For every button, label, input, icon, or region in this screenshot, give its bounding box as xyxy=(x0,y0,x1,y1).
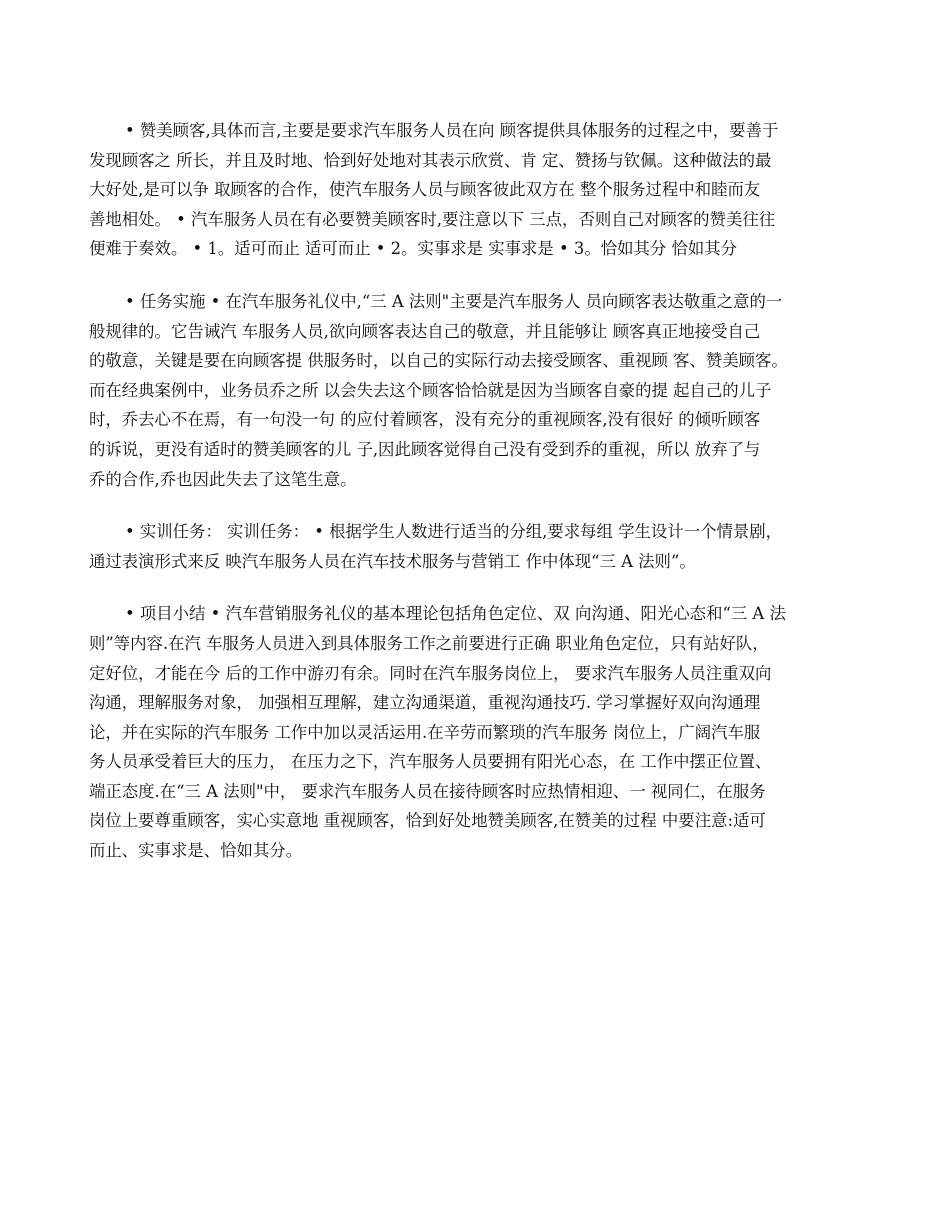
text-line: 端正态度.在“三 A 法则"中， 要求汽车服务人员在接待顾客时应热情相迎、一 视同仁，在服务 xyxy=(89,781,766,801)
text-line: 便难于奏效。 • 1。适可而止 适可而止 • 2。实事求是 实事求是 • 3。恰如其分 恰如其分 xyxy=(89,239,738,259)
text-line: 善地相处。 • 汽车服务人员在有必要赞美顾客时,要注意以下 三点，否则自己对顾客的赞美往往 xyxy=(89,209,776,229)
text-line: 论，并在实际的汽车服务 工作中加以灵活运用.在辛劳而繁琐的汽车服务 岗位上，广阔汽车服 xyxy=(89,722,761,742)
text-line: • 项目小结 • 汽车营销服务礼仪的基本理论包括角色定位、双 向沟通、阳光心态和“三 A 法 xyxy=(125,604,786,624)
paragraph-praise-customers xyxy=(89,116,879,264)
paragraph-training-task xyxy=(89,517,879,576)
text-line: 而在经典案例中，业务员乔之所 以会失去这个顾客恰恰就是因为当顾客自豪的提 起自己的儿子 xyxy=(89,380,772,400)
text-line: • 赞美顾客,具体而言,主要是要求汽车服务人员在向 顾客提供具体服务的过程之中，要善于 xyxy=(125,121,779,140)
text-line: 岗位上要尊重顾客，实心实意地 重视顾客，恰到好处地赞美顾客,在赞美的过程 中要注意:适可 xyxy=(89,811,766,831)
text-line: 沟通，理解服务对象， 加强相互理解，建立沟通渠道，重视沟通技巧. 学习掌握好双向沟通理 xyxy=(89,693,761,713)
text-line: 则”等内容.在汽 车服务人员进入到具体服务工作之前要进行正确 职业角色定位，只有站好队， xyxy=(89,633,769,653)
text-line: 乔的合作,乔也因此失去了这笔生意。 xyxy=(89,469,357,489)
text-line: 的诉说，更没有适时的赞美顾客的儿 子,因此顾客觉得自己没有受到乔的重视，所以 放弃了与 xyxy=(89,439,761,459)
text-line: 定好位，才能在今 后的工作中游刃有余。同时在汽车服务岗位上， 要求汽车服务人员注重双向 xyxy=(89,663,772,683)
paragraph-task-implementation xyxy=(89,287,879,494)
text-line: • 任务实施 • 在汽车服务礼仪中,“三 A 法则"主要是汽车服务人 员向顾客表达敬重之意的一 xyxy=(125,291,783,311)
text-line: 时，乔去心不在焉，有一句没一句 的应付着顾客，没有充分的重视顾客,没有很好 的倾听顾客 xyxy=(89,410,761,430)
text-line: 务人员承受着巨大的压力， 在压力之下，汽车服务人员要拥有阳光心态，在 工作中摆正位置、 xyxy=(89,752,772,772)
paragraph-project-summary xyxy=(89,599,879,865)
text-line: 般规律的。它告诫汽 车服务人员,欲向顾客表达自己的敬意，并且能够让 顾客真正地接受自己 xyxy=(89,321,761,341)
text-line: 而止、实事求是、恰如其分。 xyxy=(89,841,303,861)
text-line: 的敬意，关键是要在向顾客提 供服务时，以自己的实际行动去接受顾客、重视顾 客、赞美顾客。 xyxy=(89,351,788,371)
text-line: 大好处,是可以争 取顾客的合作，使汽车服务人员与顾客彼此双方在 整个服务过程中和睦而友 xyxy=(89,180,761,200)
document-page xyxy=(89,116,879,889)
text-line: 通过表演形式来反 映汽车服务人员在汽车技术服务与营销工 作中体现“三 A 法则”。 xyxy=(89,551,696,571)
text-line: 发现顾客之 所长，并且及时地、恰到好处地对其表示欣赏、肯 定、赞扬与钦佩。这种做法的最 xyxy=(89,150,772,170)
text-line: • 实训任务： 实训任务： • 根据学生人数进行适当的分组,要求每组 学生设计一个情景剧， xyxy=(125,522,783,542)
